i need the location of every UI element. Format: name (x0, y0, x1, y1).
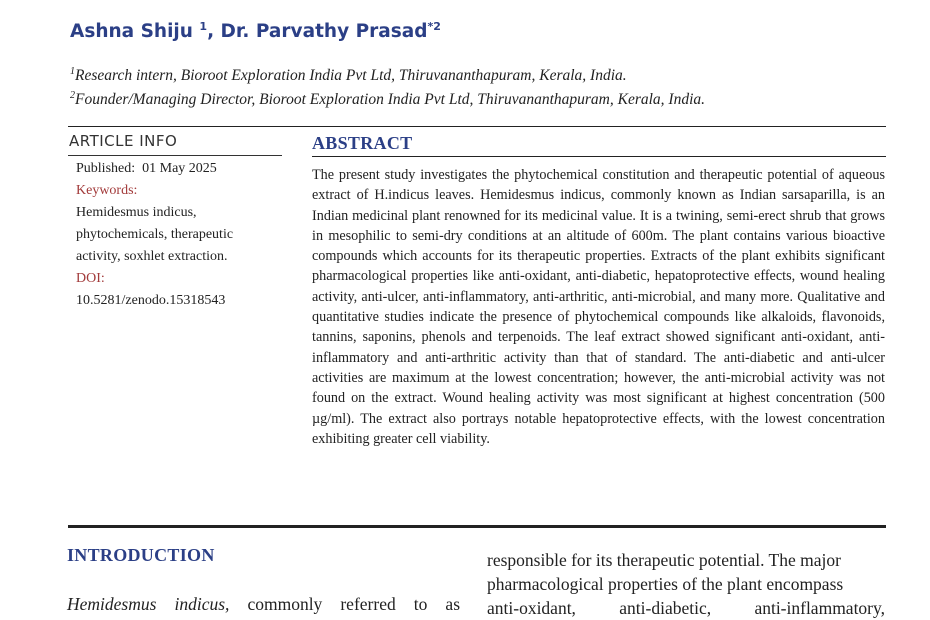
published-label: Published: (76, 161, 136, 176)
affiliation-2 (70, 90, 705, 109)
article-info-divider (68, 155, 282, 156)
doi-value[interactable]: 10.5281/zenodo.15318543 (76, 293, 226, 308)
affiliation-1-sup: 1 (70, 66, 75, 77)
introduction-col2-line-2: pharmacological properties of the plant encompass (487, 574, 844, 594)
top-divider (68, 126, 886, 127)
affiliation-1-text: Research intern, Bioroot Exploration India Pvt Ltd, Thiruvananthapuram, Kerala, India. (75, 67, 627, 84)
keywords-label: Keywords: (76, 183, 138, 198)
published-row (76, 158, 276, 180)
author-1-name: Ashna Shiju (70, 21, 193, 42)
species-name: Hemidesmus indicus, (67, 594, 230, 614)
doi-label: DOI: (76, 271, 105, 286)
section-divider (68, 525, 886, 528)
introduction-col1-text: commonly referred to as (247, 594, 460, 614)
affiliation-2-text: Founder/Managing Director, Bioroot Exploration India Pvt Ltd, Thiruvananthapuram, Kerala, India. (75, 91, 706, 108)
abstract-heading: ABSTRACT (312, 133, 413, 153)
abstract-divider (312, 156, 886, 157)
article-info-heading: ARTICLE INFO (69, 132, 178, 150)
author-1-sup: 1 (199, 20, 208, 33)
author-separator: , (207, 21, 215, 42)
published-date: 01 May 2025 (142, 161, 217, 176)
author-2-name: Dr. Parvathy Prasad (220, 21, 428, 42)
keywords-list: Hemidesmus indicus, phytochemicals, therapeutic activity, soxhlet extraction. (76, 205, 234, 264)
introduction-column-1 (67, 591, 460, 617)
introduction-column-2 (487, 548, 885, 620)
abstract-text: The present study investigates the phytochemical constitution and therapeutic potential of aqueous extract of H.indicus leaves. Hemidesmus indicus, commonly known as Indian sarsaparilla, is an Indian medicinal plant renowned for its medicinal value. It is a twining, semi-erect shrub that grows in mesophilic to semi-dry conditions at an altitude of 600m. The plant contains various bioactive compounds which accounts for its therapeutic properties. Extracts of the plant exhibits significant pharmacological properties like anti-oxidant, anti-diabetic, hepatoprotective effects, wound healing activity, anti-ulcer, anti-inflammatory, anti-arthritic, anti-microbial, and many more. Qualitative and quantitative studies indicate the presence of phytochemical compounds like alkaloids, flavonoids, tannins, saponins, phenols and terpenoids. The leaf extract showed significant anti-oxidant, anti-inflammatory and anti-arthritic activity than that of standard. The anti-diabetic and anti-ulcer activities are maximum at the lowest concentration; however, the anti-microbial activity was not found on the extract. Wound healing activity was most significant at highest concentration (500 µg/ml). The extract also portrays notable hepatoprotective effects, with the lowest concentration exhibiting greater cell viability. (312, 167, 885, 447)
article-info-panel (76, 158, 276, 312)
introduction-col2-line-3: anti-oxidant, anti-diabetic, anti-inflammatory, (487, 598, 885, 618)
author-line (70, 20, 441, 42)
affiliation-2-sup: 2 (70, 90, 75, 101)
introduction-col2-line-1: responsible for its therapeutic potential. The major (487, 550, 841, 570)
introduction-heading: INTRODUCTION (67, 545, 215, 565)
affiliation-1 (70, 66, 627, 85)
author-2-sup: *2 (427, 20, 441, 33)
